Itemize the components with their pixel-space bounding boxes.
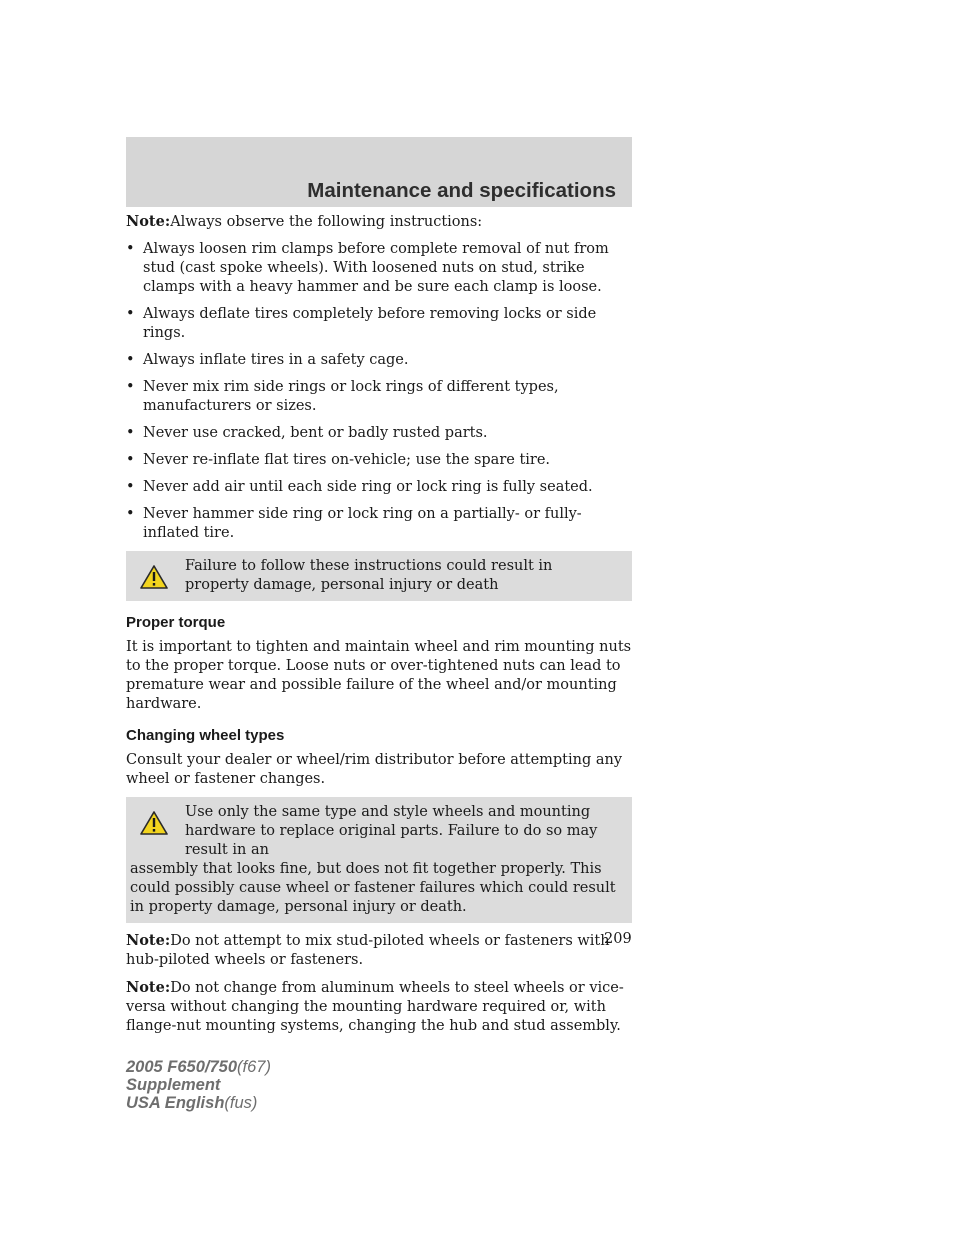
list-item [126, 305, 632, 343]
list-item-text: Never hammer side ring or lock ring on a partially- or fully-inflated tire. [143, 506, 582, 541]
list-item-text: Never use cracked, bent or badly rusted parts. [143, 425, 488, 441]
warning-triangle-icon [140, 811, 168, 835]
list-item [126, 240, 632, 297]
warning-text: Failure to follow these instructions could result in property damage, personal injury or death [185, 558, 553, 593]
bullet-icon: • [126, 352, 135, 368]
bullet-icon: • [126, 452, 135, 468]
section-body-changing-wheel-types: Consult your dealer or wheel/rim distributor before attempting any wheel or fastener changes. [126, 752, 623, 787]
note-text: Do not change from aluminum wheels to steel wheels or vice-versa without changing the mounting hardware required or, with flange-nut mounting systems, changing the hub and stud assembly. [126, 980, 624, 1034]
note-label: Note: [126, 932, 171, 949]
warning-box [126, 551, 632, 601]
page-number: 209 [604, 931, 632, 947]
note-label: Note: [126, 213, 171, 230]
warning-triangle-icon [140, 565, 168, 589]
bullet-icon: • [126, 479, 135, 495]
note-stud-piloted [126, 931, 632, 970]
page-content [126, 212, 632, 1044]
instruction-list [126, 240, 632, 543]
list-item [126, 424, 632, 443]
page-header-band [126, 137, 632, 207]
note-text: Do not attempt to mix stud-piloted wheels or fasteners with hub-piloted wheels or fasteners. [126, 933, 610, 968]
warning-text-rest: assembly that looks fine, but does not fit together properly. This could possibly cause wheel or fastener failures which could result in property damage, personal injury or death. [130, 861, 616, 915]
bullet-icon: • [126, 506, 135, 522]
warning-box [126, 797, 632, 923]
list-item-text: Always loosen rim clamps before complete removal of nut from stud (cast spoke wheels). With loosened nuts on stud, strike clamps with a heavy hammer and be sure each clamp is loose. [143, 241, 609, 295]
list-item-text: Never re-inflate flat tires on-vehicle; use the spare tire. [143, 452, 551, 468]
list-item-text: Never mix rim side rings or lock rings of different types, manufacturers or sizes. [143, 379, 559, 414]
section-heading-changing-wheel-types: Changing wheel types [126, 727, 285, 744]
bullet-icon: • [126, 306, 135, 322]
list-item [126, 378, 632, 416]
list-item [126, 451, 632, 470]
note-text: Always observe the following instructions: [170, 214, 483, 230]
footer-model-code: (f67) [237, 1058, 271, 1076]
note-aluminum-wheels [126, 978, 632, 1036]
document-footer [126, 1058, 271, 1112]
warning-text-first: Use only the same type and style wheels and mounting hardware to replace original parts. Failure to do so may result in an [185, 804, 598, 858]
list-item-text: Always inflate tires in a safety cage. [143, 352, 409, 368]
footer-language-code: (fus) [224, 1094, 258, 1112]
intro-note [126, 212, 632, 232]
footer-model: 2005 F650/750 [126, 1058, 238, 1076]
note-label: Note: [126, 979, 171, 996]
list-item [126, 505, 632, 543]
list-item [126, 351, 632, 370]
list-item-text: Never add air until each side ring or lock ring is fully seated. [143, 479, 593, 495]
section-heading-proper-torque: Proper torque [126, 614, 226, 631]
bullet-icon: • [126, 379, 135, 395]
section-body-proper-torque: It is important to tighten and maintain wheel and rim mounting nuts to the proper torque. Loose nuts or over-tightened nuts can lead to premature wear and possible failure of the wheel and/or mounting hardware. [126, 639, 632, 712]
footer-doc-type: Supplement [126, 1076, 221, 1094]
bullet-icon: • [126, 241, 135, 257]
list-item [126, 478, 632, 497]
footer-language: USA English [126, 1094, 225, 1112]
section-title: Maintenance and specifications [307, 179, 616, 202]
list-item-text: Always deflate tires completely before removing locks or side rings. [143, 306, 597, 341]
bullet-icon: • [126, 425, 135, 441]
